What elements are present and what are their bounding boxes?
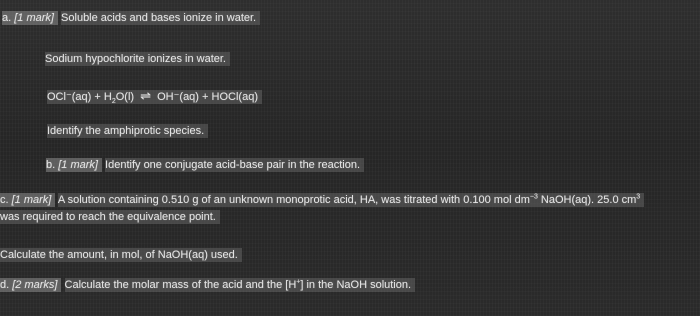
question-c-text: A solution containing 0.510 g of an unknown monoprotic acid, HA, was titrated with 0.100 mol $dm^{-3}$ NaOH(aq). 25.0 $cm^3$ [58,193,644,207]
question-c-continuation-line [0,208,220,226]
question-d-text: Calculate the molar mass of the acid and the [H+] in the NaOH solution. [65,278,416,292]
question-d-label: d. [0,279,10,291]
product-hydroxide: OH⁻(aq) [157,91,199,103]
question-a-mark: [1 mark] [14,12,54,24]
equation-block [47,90,262,104]
question-a-label: a. [2,12,12,24]
question-c-label-block [0,193,55,207]
question-a-label-block [2,11,58,25]
equilibrium-arrow: ⇌ [140,88,152,103]
question-b-text: Identify one conjugate acid-base pair in the reaction. [105,158,364,172]
statement-text: Sodium hypochlorite ionizes in water. [45,52,230,66]
product-hypochlorous-acid: HOCl(aq) [211,91,258,103]
question-b-label: b. [46,159,56,171]
question-c-calculate: Calculate the amount, in mol, of NaOH(aq) used. [0,248,242,262]
question-a-text: Soluble acids and bases ionize in water. [61,11,260,25]
question-b-label-block [46,158,102,172]
question-b-line [46,156,364,174]
question-c-mark: [1 mark] [11,194,52,206]
question-d-line [0,276,415,294]
statement-line [45,50,230,68]
question-a-line [2,9,260,27]
question-c-calculate-line [0,246,242,264]
question-b-mark: [1 mark] [58,159,98,171]
reactant-hypochlorite: OCl⁻(aq) [47,91,92,103]
plus-sign: + [202,91,209,103]
question-c-label: c. [0,194,9,206]
reactant-water: $H_2O(l)$ [103,91,135,106]
identify-amphiprotic-text: Identify the amphiprotic species. [47,124,208,138]
question-d-label-block [0,278,61,292]
question-d-mark: [2 marks] [12,279,58,291]
equilibrium-equation [47,87,262,105]
question-c-line [0,191,644,209]
plus-sign: + [94,91,101,103]
identify-amphiprotic-line [47,122,208,140]
question-c-continuation: was required to reach the equivalence point. [0,210,220,224]
